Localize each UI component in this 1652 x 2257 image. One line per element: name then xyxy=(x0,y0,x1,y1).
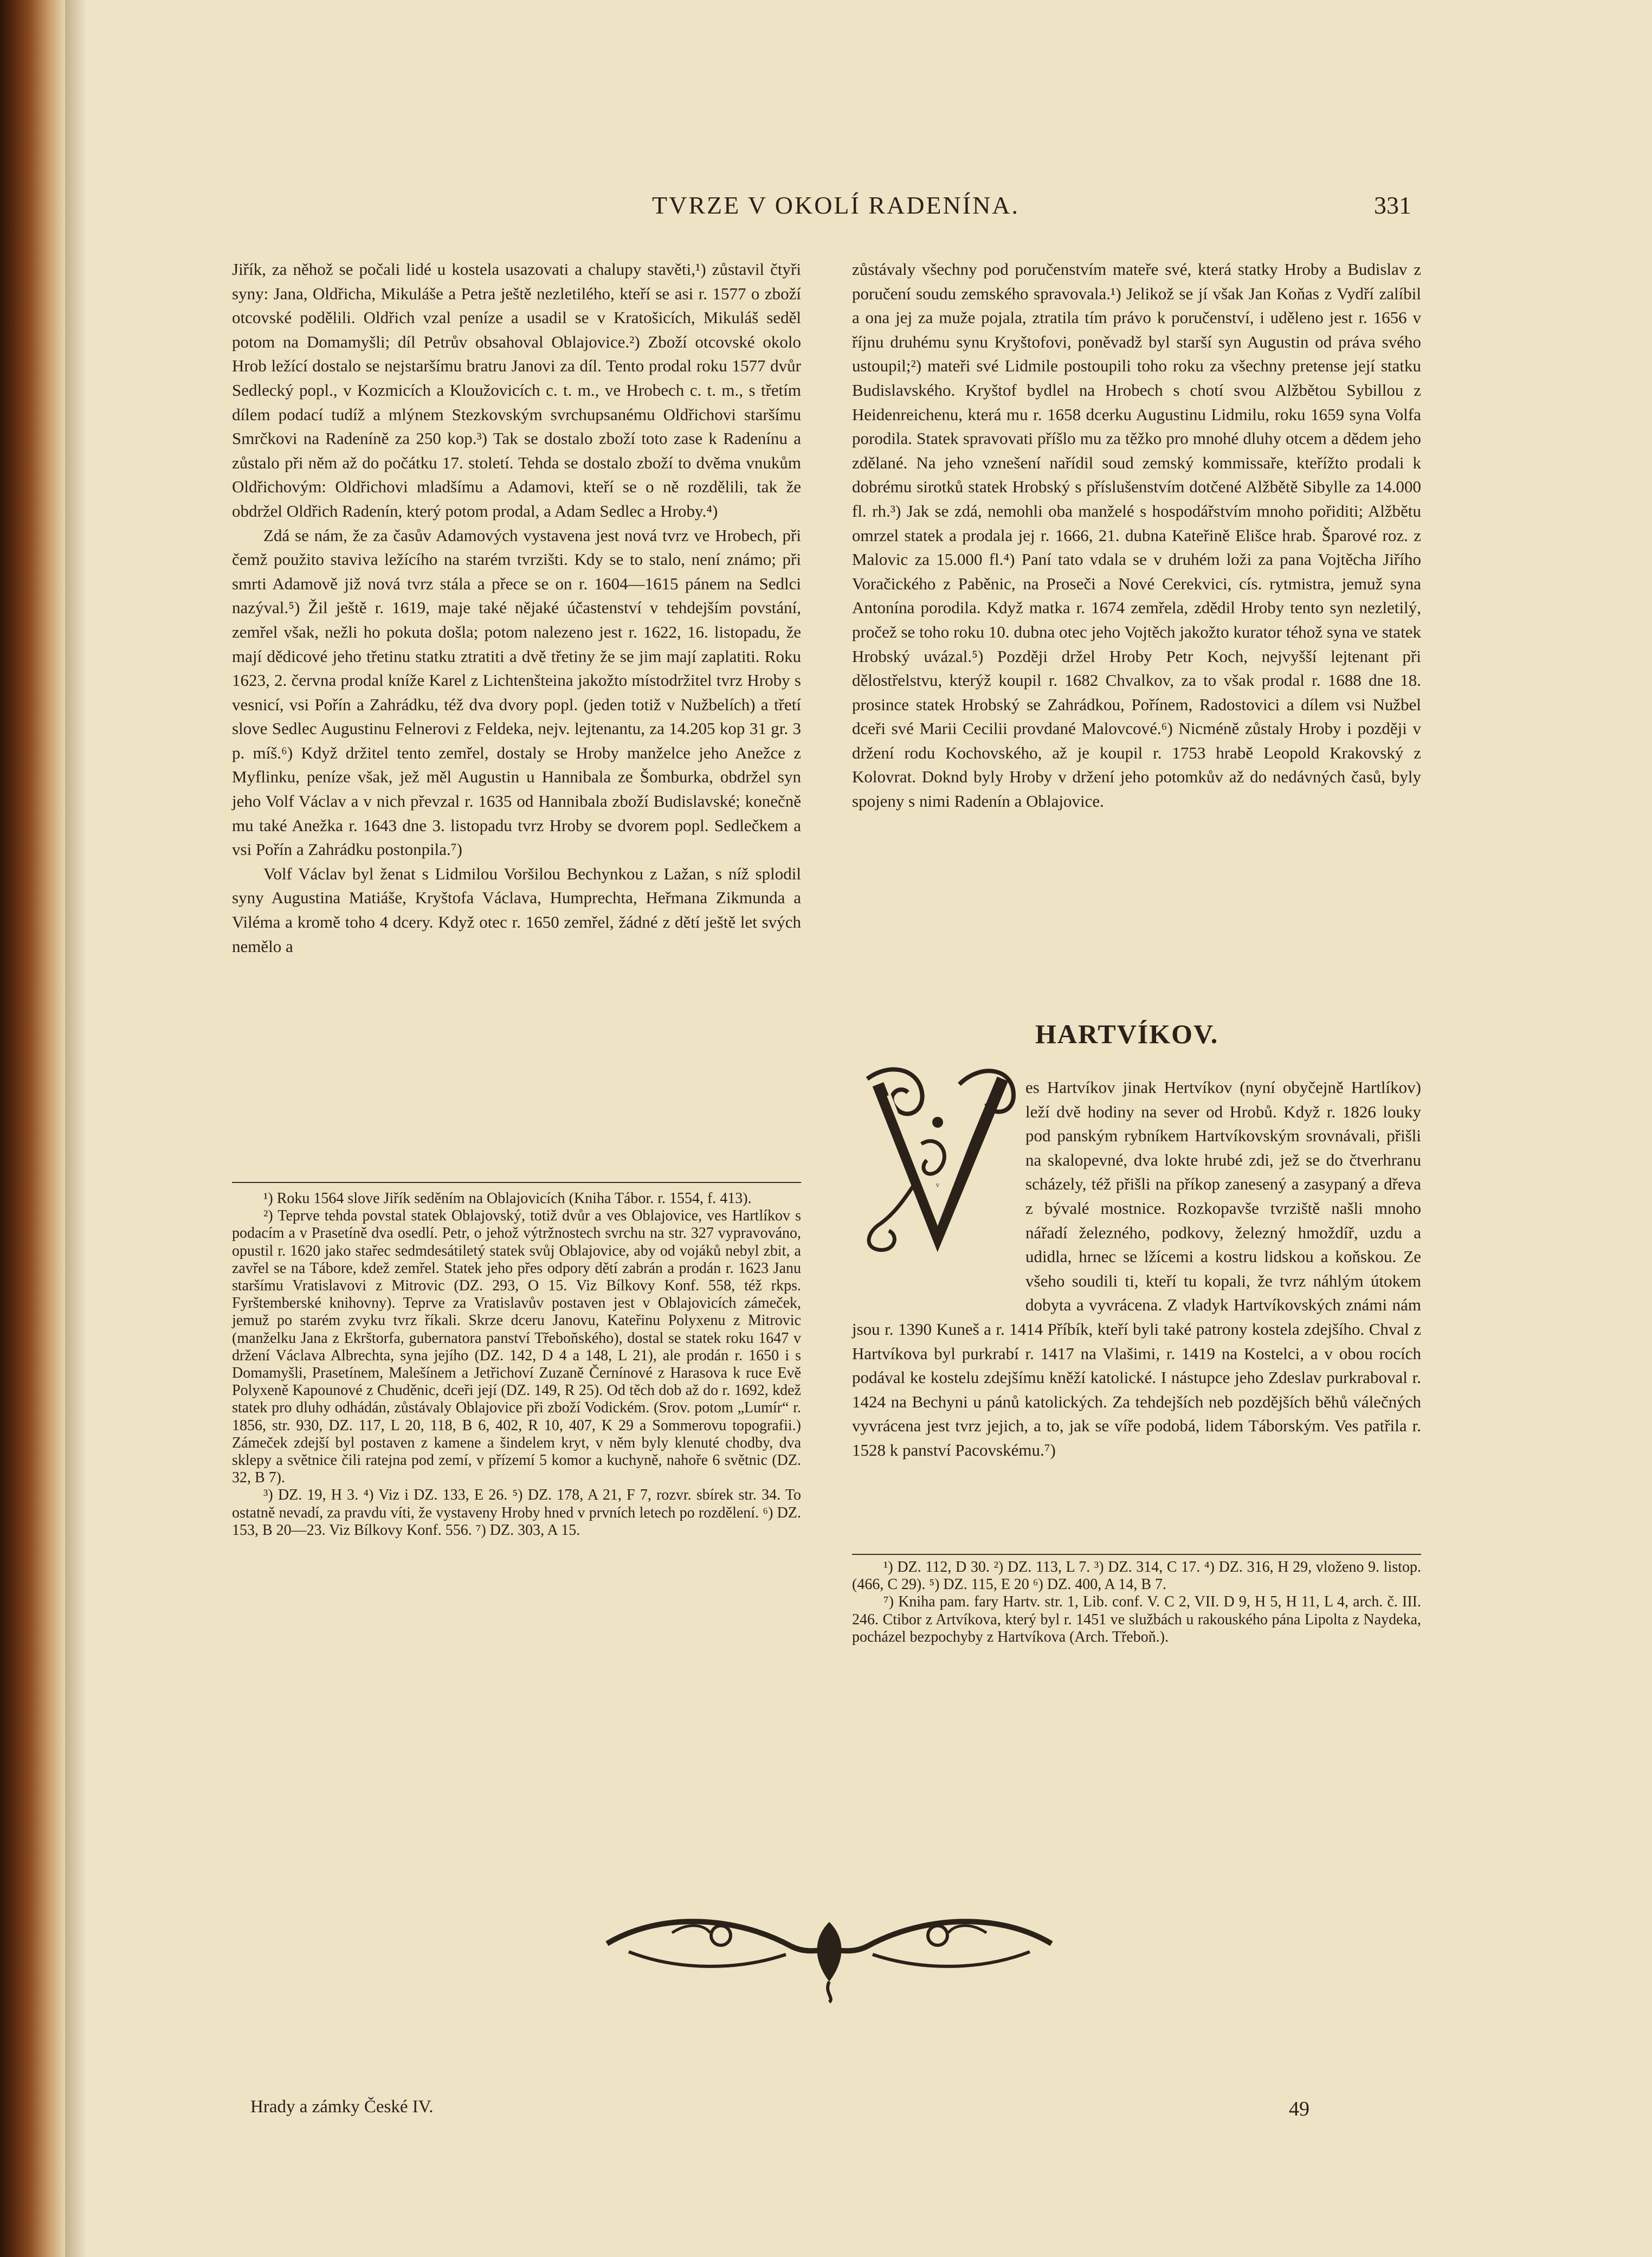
footnote: ²) Teprve tehda povstal statek Oblajovský, totiž dvůr a ves Oblajovice, ves Hartlíkov s podacím a v Prasetíně dva osedlí. Petr, o jehož výtržnostech svrchu na str. 327 vypravováno, opustil r. 1620 jako stařec sedmdesátiletý statek svůj Oblajovice, aby od vojáků nebyl zbit, a zavřel se na Tábore, kdež zemřel. Statek jeho přes odpory dětí zabrán a prodán r. 1623 Janu staršímu Vratislavovi z Mitrovic (DZ. 293, O 15. Viz Bílkovy Konf. 558, též rkps. Fyrštemberské knihovny). Teprve za Vratislavův postaven jest v Oblajovicích zámeček, jemuž po starém zvyku tvrz říkali. Skrze dceru Janovu, Kateřinu Polyxenu z Mitrovic (manželku Jana z Ekrštorfa, gubernatora panství Třeboňského), dostal se statek roku 1647 v držení Václava Albrechta, syna jejího (DZ. 142, D 4 a 148, L 21), ale prodán r. 1650 i s Domamyšli, Prasetínem, Malešínem a Jetřichoví Zuzaně Černínové z Harasova k ruce Evě Polyxeně Kapounové z Chuděnic, dceři její (DZ. 149, R 25). Od těch dob až do r. 1692, kdež statek pro dluhy odhádán, zůstávaly Oblajovice při zboží Vodickém. (Srov. potom „Lumír“ r. 1856, str. 930, DZ. 117, L 20, 118, B 6, 402, R 10, 407, K 29 a Sommerovu topografii.) Zámeček zdejší byl postaven z kamene a šindelem kryt, v něm byly klenuté chodby, dva sklepy a světnice čili ratejna pod zemí, v přízemí 5 komor a kuchyně, nahoře 6 světnic (DZ. 32, B 7). xyxy=(232,1207,801,1487)
page-gutter-shadow xyxy=(65,0,87,2257)
footnote-separator xyxy=(232,1182,801,1183)
right-column xyxy=(852,258,1421,814)
signature-number: 49 xyxy=(1289,2098,1309,2120)
paragraph: zůstávaly všechny pod poručenstvím mateře své, která statky Hroby a Budislav z poručení soudu zemského spravovala.¹) Jelikož se jí však Jan Koňas z Vydří zalíbil a ona jej za muže pojala, ztratila tím právo k poručenství, i uděleno jest r. 1656 v říjnu druhému synu Kryštofovi, poněvadž byl starší syn Augustin od práva svého ustoupil;²) mateři své Lidmile postoupili toho roku za všechny pretense její statku Budislavského. Kryštof bydlel na Hrobech s chotí svou Alžbětou Sybillou z Heidenreichenu, která mu r. 1658 dcerku Augustinu Lidmilu, roku 1659 syna Volfa porodila. Statek spravovati příšlo mu za těžko pro mnohé dluhy otcem a dědem jeho zdělané. Na jeho vznešení nařídil soud zemský kommissaře, kteřížto prodali k dobrému sirotků statek Hrobský s příslušenstvím dotčené Alžbětě Sibylle za 14.000 fl. rh.³) Jak se zdá, nemohli oba manželé s hospodářstvím mnoho pořiditi; Alžbětu omrzel statek a prodala jej r. 1666, 21. dubna Kateřině Elišce hrab. Šparové roz. z Malovic za 15.000 fl.⁴) Paní tato vdala se v druhém loži za pana Vojtěcha Jiřího Voračického z Paběnic, na Proseči a Nové Cerekvici, cís. rytmistra, jemuž syna Antonína porodila. Když matka r. 1674 zemřela, zdědil Hroby tento syn nezletilý, pročež se toho roku 10. dubna otec jeho Vojtěch jakožto kurator téhož syna ve statek Hrobský uvázal.⁵) Později držel Hroby Petr Koch, nejvyšší lejtenant při dělostřelstvu, kterýž koupil r. 1682 Chvalkov, za to však prodal r. 1688 dne 18. prosince statek Hrobský se Zahrádkou, Pořínem, Radostovici a dílem vsi Nužbel dceři své Marii Cecilii provdané Malovcové.⁶) Nicméně zůstaly Hroby i později v držení rodu Kochovského, až je koupil r. 1753 hrabě Leopold Krakovský z Kolovrat. Doknd byly Hroby v držení jeho potomkův až do nedávných časů, byly spojeny s nimi Radenín a Oblajovice. xyxy=(852,260,1421,811)
left-column xyxy=(232,258,801,959)
paragraph: es Hartvíkov jinak Hertvíkov (nyní obyčejně Hartlíkov) leží dvě hodiny na sever od Hrobů. Když r. 1826 louky pod panským rybníkem Hartvíkovským srovnávali, přišli na skalopevné, dva lokte hrubé zdi, jež se do čtverhranu scházely, též přišli na příkop zanesený a zasypaný a dřeva z bývalé mostnice. Rozkopavše tvrziště našli mnoho nářadí železného, podkovy, železný hmoždíř, uzdu a udidla, hrnec se lžícemi a kostru lidskou a koňskou. Ze všeho soudili ti, kteří tu kopali, že tvrz náhlým útokem dobyta a vyvrácena. Z vladyk Hartvíkovských známi nám jsou r. 1390 Kuneš a r. 1414 Příbík, kteří byli také patrony kostela zdejšího. Chval z Hartvíkova byl purkrabí r. 1417 na Vlašimi, r. 1419 na Kostelci, a v obou rocích podával ke kostelu zdejšímu kněží katolické. I nástupce jeho Zdeslav purkraboval r. 1424 na Bechyni u pánů katolických. Za tehdejších neb pozdějších běhů válečných vyvrácena jest tvrz jejich, a to, jak se víře podobá, lidem Táborským. Ves patřila r. 1528 k panství Pacovskému.⁷) xyxy=(852,1078,1421,1459)
section-text xyxy=(852,1076,1421,1463)
footnote: ¹) Roku 1564 slove Jiřík seděním na Oblajovicích (Kniha Tábor. r. 1554, f. 413). xyxy=(263,1190,752,1207)
paragraph: Volf Václav byl ženat s Lidmilou Voršilou Bechynkou z Lažan, s níž splodil syny Augustina Matiáše, Kryštofa Václava, Humprechta, Heřmana Zikmunda a Viléma a kromě toho 4 dcery. Když otec r. 1650 zemřel, žádné z dětí ještě let svých nemělo a xyxy=(232,864,801,956)
paragraph: Zdá se nám, že za časův Adamových vystavena jest nová tvrz ve Hrobech, při čemž použito staviva ležícího na starém tvrzišti. Kdy se to stalo, není známo; při smrti Adamově již nová tvrz stála a přece se on r. 1604—1615 pánem na Sedlci nazýval.⁵) Žil ještě r. 1619, maje také nějaké účastenství v tehdejším povstání, zemřel však, nežli ho pokuta došla; potom nalezeno jest r. 1622, 16. listopadu, že mají dědicové jeho třetinu statku ztratiti a dvě třetiny že se jim mají zaplatiti. Roku 1623, 2. června prodal kníže Karel z Lichtenšteina jakožto místodržitel tvrz Hroby s vesnicí, vsi Pořín a Zahrádku, též dva dvory popl. (jeden totiž v Nužbelích) a třetí slove Sedlec Augustinu Felnerovi z Feldeka, nejv. lejtenantu, za 14.205 kop 31 gr. 3 p. míš.⁶) Když držitel tento zemřel, dostaly se Hroby manželce jeho Anežce z Myflinku, peníze však, jež měl Augustin u Hannibala ze Šomburka, obdržel syn jeho Volf Václav a v nich převzal r. 1635 od Hannibala zboží Budislavské; konečně mu také Anežka r. 1643 dne 3. listopadu tvrz Hroby se dvorem popl. Sedlečkem a vsi Pořín a Zahrádku postonpila.⁷) xyxy=(232,525,801,859)
footnote: ⁷) Kniha pam. fary Hartv. str. 1, Lib. conf. V. C 2, VII. D 9, H 5, H 11, L 4, arch. č. III. 246. Ctibor z Artvíkova, který byl r. 1451 ve službách u rakouského pána Lipolta z Naydeka, pocházel bezpochyby z Hartvíkova (Arch. Třeboň.). xyxy=(852,1593,1421,1645)
footnote: ¹) DZ. 112, D 30. ²) DZ. 113, L 7. ³) DZ. 314, C 17. ⁴) DZ. 316, H 29, vloženo 9. listop. (466, C 29). ⁵) DZ. 115, E 20 ⁶) DZ. 400, A 14, B 7. xyxy=(852,1559,1421,1593)
decorative-tailpiece-icon xyxy=(596,1900,1062,2003)
right-footnotes xyxy=(852,1559,1421,1646)
page-number: 331 xyxy=(1374,191,1411,219)
running-title: TVRZE V OKOLÍ RADENÍNA. xyxy=(652,191,1020,219)
paragraph: Jiřík, za něhož se počali lidé u kostela usazovati a chalupy stavěti,¹) zůstavil čtyři syny: Jana, Oldřicha, Mikuláše a Petra ještě nezletilého, kteří se asi r. 1577 o zboží otcovské podělili. Oldřich vzal peníze a usadil se v Kratošicích, Mikuláš seděl potom na Domamyšli; díl Petrův obsahoval Oblajovice.²) Zboží otcovské okolo Hrob ležící dostalo se nejstaršímu bratru Janovi za díl. Tento prodal roku 1577 dvůr Sedlecký popl., v Kozmicích a Kloužovicích c. t. m., ve Hrobech c. t. m., s třetím dílem podací tudíž a mlýnem Stezkovským svrchupsanému Oldřichovi staršímu Smrčkovi na Radeníně za 250 kop.³) Tak se dostalo zboží toto zase k Radenínu a zůstalo při něm až do počátku 17. století. Tehda se dostalo zboží to dvěma vnukům Oldřichovým: Oldřichovi mladšímu a Adamovi, kteří se o ně rozdělili, tak že obdržel Oldřich Radenín, který potom prodal, a Adam Sedlec a Hroby.⁴) xyxy=(232,260,801,520)
footnote: ³) DZ. 19, H 3. ⁴) Viz i DZ. 133, E 26. ⁵) DZ. 178, A 21, F 7, rozvr. sbírek str. 34. To ostatně nevadí, za pravdu víti, že vystaveny Hroby hned v prvních letech po rozdělení. ⁶) DZ. 153, B 20—23. Viz Bílkovy Konf. 556. ⁷) DZ. 303, A 15. xyxy=(232,1487,801,1539)
section-heading: HARTVÍKOV. xyxy=(1035,1019,1219,1049)
book-binding xyxy=(0,0,65,2257)
footnote-separator xyxy=(852,1554,1421,1555)
book-title-footer: Hrady a zámky České IV. xyxy=(250,2097,434,2117)
left-footnotes xyxy=(232,1190,801,1539)
svg-text:V: V xyxy=(935,1183,940,1189)
